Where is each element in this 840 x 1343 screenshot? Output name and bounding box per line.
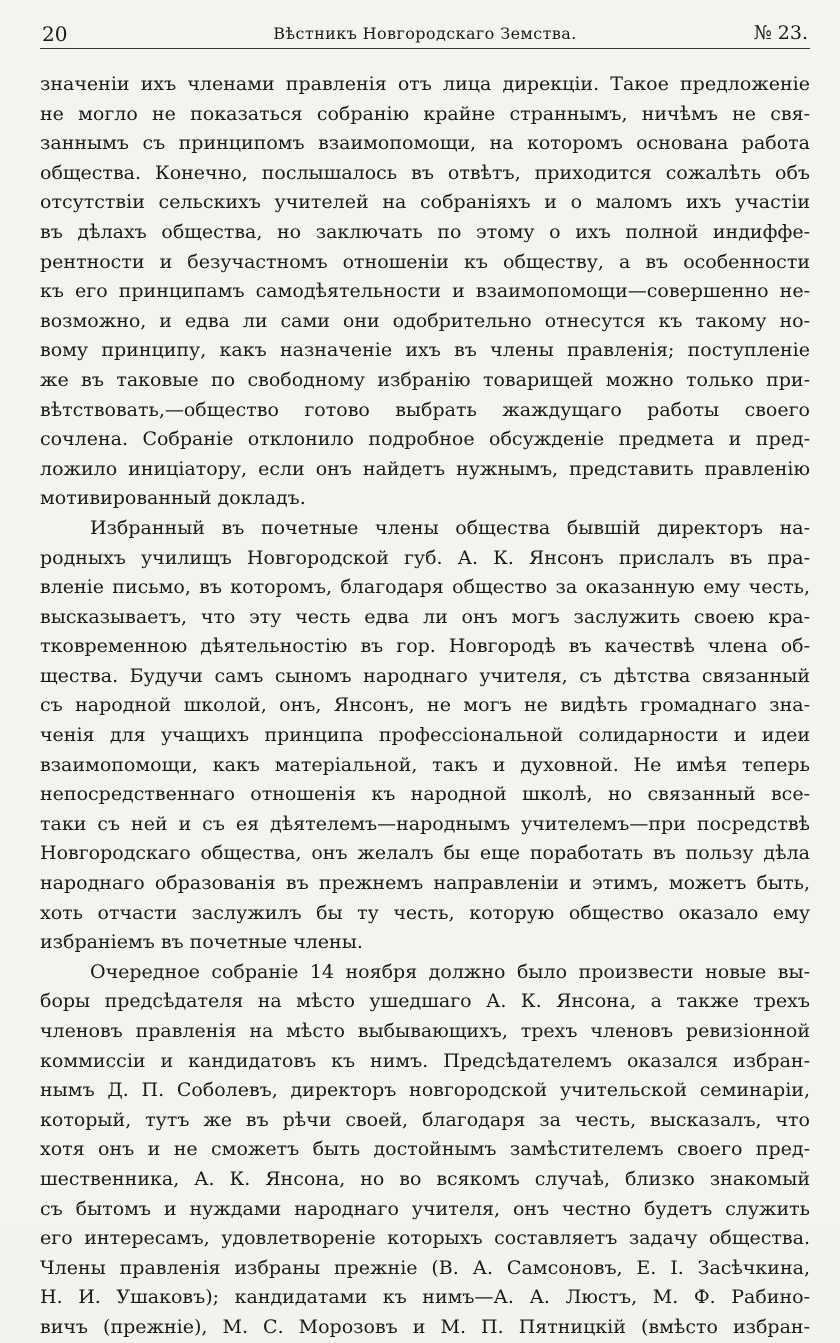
text-line: вѣтствовать,—общество готово выбрать жаждущаго работы своего [40,398,810,421]
text-line: Избранный въ почетные члены общества бывшій директоръ на- [90,516,810,539]
text-line: таки съ ней и съ ея дѣятелемъ—народнымъ учителемъ—при посредствѣ [40,812,810,835]
text-line: непосредственнаго отношенія къ народной школѣ, но связанный все- [40,783,810,806]
text-line: возможно, и едва ли сами они одобрительно отнесутся къ такому но- [40,309,810,332]
text-line: мотивированный докладъ. [40,487,306,510]
text-line: къ его принципамъ самодѣятельности и взаимопомощи—совершенно не- [40,280,810,303]
text-line: въ дѣлахъ общества, но заключать по этому о ихъ полной индиффе- [40,220,810,243]
text-line: заннымъ съ принципомъ взаимопомощи, на которомъ основана работа [40,132,810,155]
text-line: хотя онъ и не сможетъ быть достойнымъ замѣстителемъ своего пред- [40,1138,810,1161]
text-line: Очередное собраніе 14 ноября должно было произвести новые вы- [90,960,810,983]
text-line: общества. Конечно, послышалось въ отвѣтъ, приходится сожалѣть объ [40,161,810,184]
text-line: ченія для учащихъ принципа профессіональной солидарности и идеи [40,724,810,747]
text-line: боры предсѣдателя на мѣсто ушедшаго А. К. Янсона, а также трехъ [40,990,810,1013]
text-line: тковременною дѣятельностію въ гор. Новгородѣ въ качествѣ члена об- [40,635,810,658]
running-header [40,22,810,49]
text-line: съ народной школой, онъ, Янсонъ, не могъ не видѣть громаднаго зна- [40,694,810,717]
text-line: значеніи ихъ членами правленія отъ лица дирекціи. Такое предложеніе [40,73,810,95]
journal-title: Вѣстникъ Новгородскаго Земства. [273,24,577,43]
text-line: коммиссіи и кандидатовъ къ нимъ. Предсѣдателемъ оказался избран- [40,1049,810,1072]
text-line: вому принципу, какъ назначеніе ихъ въ члены правленія; поступленіе [40,339,810,362]
text-line: щества. Будучи самъ сыномъ народнаго учителя, съ дѣтства связанный [40,664,810,687]
text-line: вленіе письмо, въ которомъ, благодаря общество за оказанную ему честь, [40,576,810,599]
text-line: который, тутъ же въ рѣчи своей, благодаря за честь, высказалъ, что [40,1108,810,1131]
text-line: не могло не показаться собранію крайне страннымъ, ничѣмъ не свя- [40,102,810,125]
text-line: родныхъ училищъ Новгородской губ. А. К. Янсонъ прислалъ въ пра- [40,546,810,569]
text-line: Члены правленія избраны прежніе (В. А. Самсоновъ, Е. І. Засѣчкина, [40,1256,810,1279]
text-line: шественника, А. К. Янсона, но во всякомъ случаѣ, близко знакомый [40,1167,810,1190]
text-line: отсутствіи сельскихъ учителей на собраніяхъ и о маломъ ихъ участіи [40,191,810,214]
text-line: народнаго образованія въ прежнемъ направленіи и этимъ, можетъ быть, [40,872,810,895]
text-line: избраніемъ въ почетные члены. [40,931,363,954]
text-line: нымъ Д. П. Соболевъ, директоръ новгородской учительской семинаріи, [40,1079,810,1102]
text-line: вичъ (прежніе), М. С. Морозовъ и М. П. Пятницкій (вмѣсто избран- [40,1315,810,1338]
text-line: хоть отчасти заслужилъ бы ту честь, которую общество оказало ему [40,901,810,924]
text-line: рентности и безучастномъ отношеніи къ обществу, а въ особенности [40,250,810,273]
text-line: взаимопомощи, какъ матеріальной, такъ и духовной. Не имѣя теперь [40,753,810,776]
page-number: 20 [42,22,68,46]
text-line: съ бытомъ и нуждами народнаго учителя, онъ честно будетъ служить [40,1197,810,1220]
issue-number: № 23. [753,22,808,44]
text-line: ложило иниціатору, если онъ найдетъ нужнымъ, представить правленію [40,457,810,480]
text-line: его интересамъ, удовлетвореніе которыхъ составляетъ задачу общества. [40,1227,810,1250]
text-line: сочлена. Собраніе отклонило подробное обсужденіе предмета и пред- [40,428,810,451]
text-line: Новгородскаго общества, онъ желалъ бы еще поработать въ пользу дѣла [40,842,810,865]
text-line: членовъ правленія на мѣсто выбывающихъ, трехъ членовъ ревизіонной [40,1020,810,1042]
body-text [40,70,810,1343]
text-line: Н. И. Ушаковъ); кандидатами къ нимъ—А. А. Люстъ, М. Ф. Рабино- [40,1286,810,1309]
text-line: высказываетъ, что эту честь едва ли онъ могъ заслужить своею кра- [40,605,810,628]
text-line: же въ таковые по свободному избранію товарищей можно только при- [40,368,810,391]
